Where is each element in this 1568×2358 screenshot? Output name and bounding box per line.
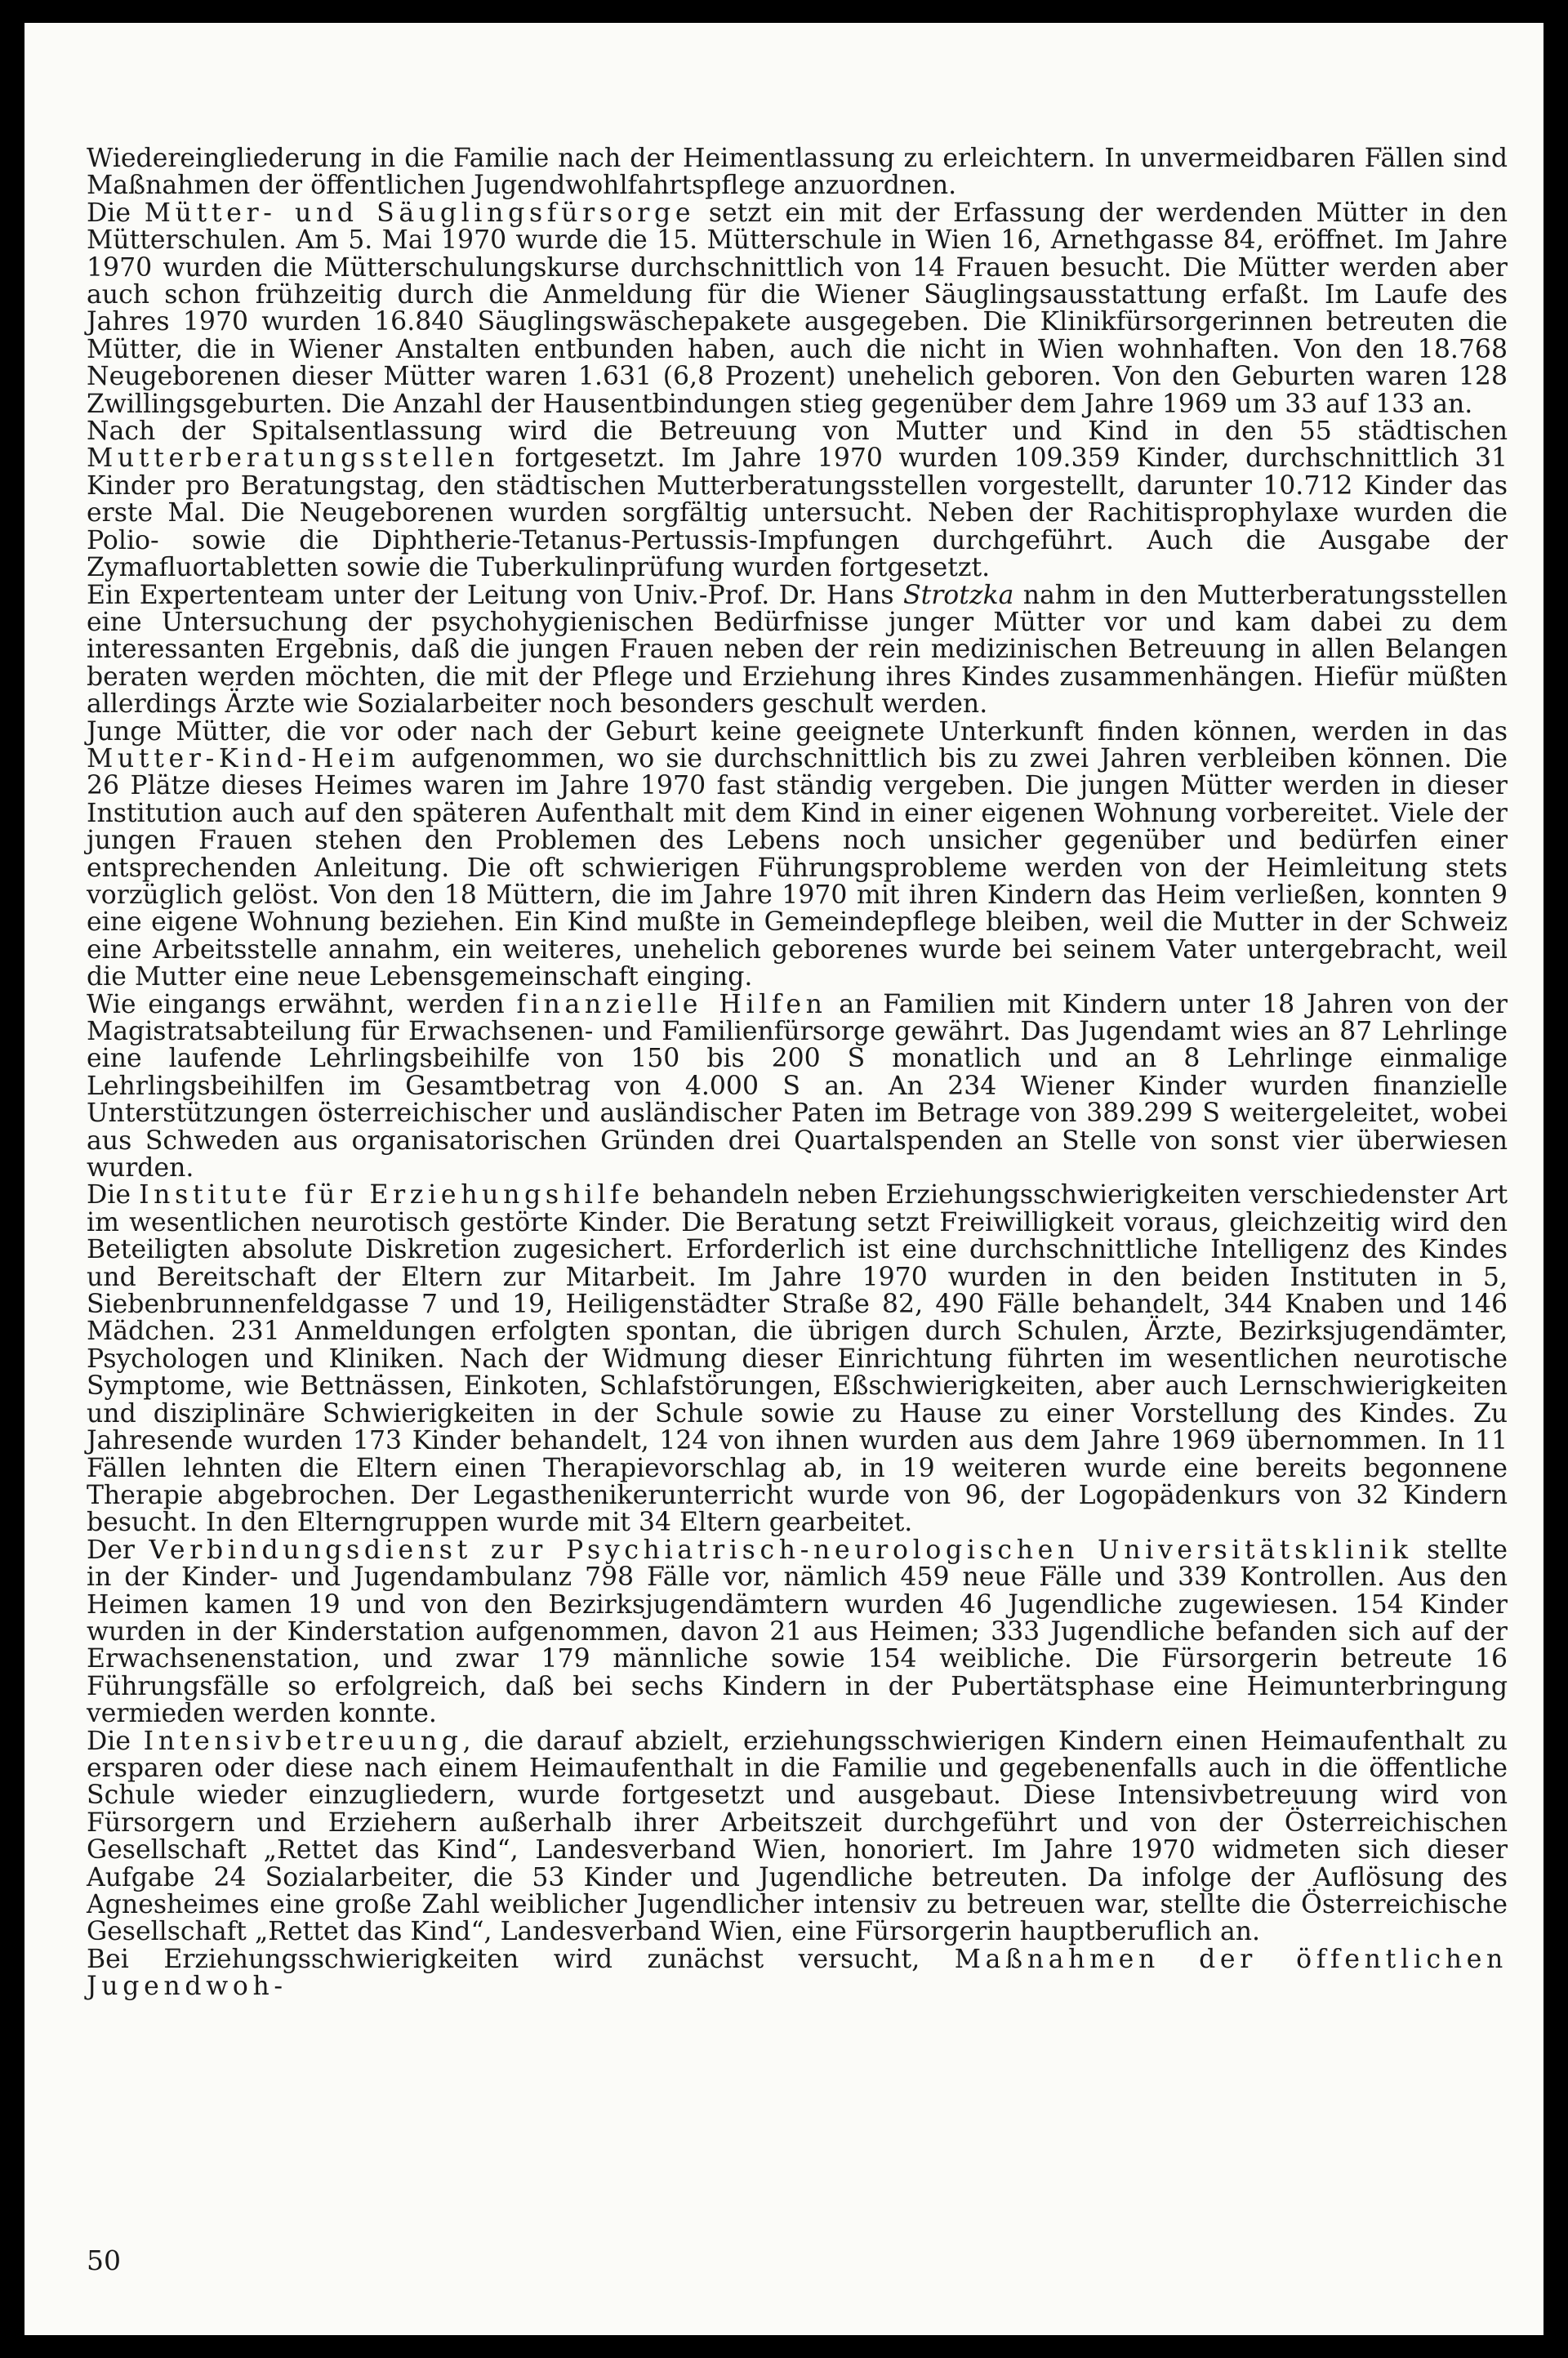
emphasized-term: Intensivbetreuung bbox=[143, 1726, 463, 1756]
paragraph bbox=[87, 1182, 1508, 1536]
paragraph bbox=[87, 716, 1508, 992]
paragraph bbox=[87, 200, 1508, 418]
paragraph bbox=[87, 145, 1508, 200]
italic-name: Strotzka bbox=[903, 580, 1014, 610]
paragraph bbox=[87, 1728, 1508, 1946]
text-run: setzt ein mit der Erfassung der werdenden Mütter in den Mütterschulen. Am 5. Mai 1970 wurde die 15. Mütterschule in Wien 16, Arnethgasse 84, eröffnet. Im Jahre 1970 wurden die Mütterschulungskurse durchschnittlich von 14 Frauen besucht. Die Mütter werden aber auch schon frühzeitig durch die Anmeldung für die Wiener Säuglingsausstattung erfaßt. Im Laufe des Jahres 1970 wurden 16.840 Säuglingswäschepakete ausgegeben. Die Klinikfürsorgerinnen betreuten die Mütter, die in Wiener Anstalten entbunden haben, auch die nicht in Wien wohnhaften. Von den 18.768 Neugeborenen dieser Mütter waren 1.631 (6,8 Prozent) unehelich geboren. Von den Geburten waren 128 Zwillingsgeburten. Die Anzahl der Hausentbindungen stieg gegenüber dem Jahre 1969 um 33 auf 133 an. bbox=[87, 198, 1508, 419]
paragraph bbox=[87, 1946, 1508, 2001]
text-run: an Familien mit Kindern unter 18 Jahren von der Magistratsabteilung für Erwachsenen- und Familienfürsorge gewährt. Das Jugendamt wies an 87 Lehrlinge eine laufende Lehrlingsbeihilfe von 150 bis 200 S monatlich und an 8 Lehrlinge einmalige Lehrlingsbeihilfen im Gesamtbetrag von 4.000 S an. An 234 Wiener Kinder wurden finanzielle Unterstützungen österreichischer und ausländischer Paten im Betrage von 389.299 S weitergeleitet, wobei aus Schweden aus organisatorischen Gründen drei Quartalspenden an Stelle von sonst vier überwiesen wurden. bbox=[87, 989, 1508, 1183]
text-run: , die darauf abzielt, erziehungsschwierigen Kindern einen Heimaufenthalt zu ersparen oder diese nach einem Heimaufenthalt in die Familie und gegebenenfalls auch in die öffentliche Schule wieder einzugliedern, wurde fortgesetzt und ausgebaut. Diese Intensivbetreuung wird von Fürsorgern und Erziehern außerhalb ihrer Arbeitszeit durchgeführt und von der Österreichischen Gesellschaft „Rettet das Kind“, Landesverband Wien, honoriert. Im Jahre 1970 widmeten sich dieser Aufgabe 24 Sozialarbeiter, die 53 Kinder und Jugendliche betreuten. Da infolge der Auflösung des Agnesheimes eine große Zahl weiblicher Jugendlicher intensiv zu betreuen war, stellte die Österreichische Gesellschaft „Rettet das Kind“, Landesverband Wien, eine Fürsorgerin hauptberuflich an. bbox=[87, 1726, 1508, 1947]
paragraph bbox=[87, 418, 1508, 582]
text-run: behandeln neben Erziehungsschwierigkeiten verschiedenster Art im wesentlichen neurotisch gestörte Kinder. Die Beratung setzt Freiwilligkeit voraus, gleichzeitig wird den Beteiligten absolute Diskretion zugesichert. Erforderlich ist eine durchschnittliche Intelligenz des Kindes und Bereitschaft der Eltern zur Mitarbeit. Im Jahre 1970 wurden in den beiden Instituten in 5, Siebenbrunnenfeldgasse 7 und 19, Heiligenstädter Straße 82, 490 Fälle behandelt, 344 Knaben und 146 Mädchen. 231 Anmeldungen erfolgten spontan, die übrigen durch Schulen, Ärzte, Bezirksjugendämter, Psychologen und Kliniken. Nach der Widmung dieser Einrichtung führten im wesentlichen neurotische Symptome, wie Bettnässen, Einkoten, Schlafstörungen, Eßschwierigkeiten, aber auch Lernschwierigkeiten und disziplinäre Schwierigkeiten in der Schule sowie zu Hause zu einer Vorstellung des Kindes. Zu Jahresende wurden 173 Kinder behandelt, 124 von ihnen wurden aus dem Jahre 1969 übernommen. In 11 Fällen lehnten die Eltern einen Therapievorschlag ab, in 19 weiteren wurde eine bereits begonnene Therapie abgebrochen. Der Legasthenikerunterricht wurde von 96, der Logopädenkurs von 32 Kindern besucht. In den Elterngruppen wurde mit 34 Eltern gearbeitet. bbox=[87, 1180, 1508, 1538]
text-run: Die bbox=[87, 198, 145, 228]
text-run: Der bbox=[87, 1535, 149, 1565]
text-run: Ein Expertenteam unter der Leitung von Univ.-Prof. Dr. Hans bbox=[87, 580, 903, 610]
emphasized-term: Institute für Erziehungshilfe bbox=[139, 1180, 644, 1210]
emphasized-term: Verbindungsdienst zur Psychiatrisch-neurologischen Universitätsklinik bbox=[149, 1535, 1413, 1565]
emphasized-term: Mütter- und Säuglingsfürsorge bbox=[144, 198, 696, 228]
emphasized-term: finanzielle Hilfen bbox=[516, 989, 827, 1019]
text-run: Die bbox=[87, 1180, 140, 1210]
document-page bbox=[24, 23, 1544, 2335]
text-run: aufgenommen, wo sie durchschnittlich bis zu zwei Jahren verbleiben können. Die 26 Plätze dieses Heimes waren im Jahre 1970 fast ständig vergeben. Die jungen Mütter werden in dieser Institution auch auf den späteren Aufenthalt mit dem Kind in einer eigenen Wohnung vorbereitet. Viele der jungen Frauen stehen den Problemen des Lebens noch unsicher gegenüber und bedürfen einer entsprechenden Anleitung. Die oft schwierigen Führungsprobleme werden von der Heimleitung stets vorzüglich gelöst. Von den 18 Müttern, die im Jahre 1970 mit ihren Kindern das Heim verließen, konnten 9 eine eigene Wohnung beziehen. Ein Kind mußte in Gemeindepflege bleiben, weil die Mutter in der Schweiz eine Arbeitsstelle annahm, ein weiteres, unehelich geborenes wurde bei seinem Vater untergebracht, weil die Mutter eine neue Lebensgemeinschaft einging. bbox=[87, 743, 1508, 992]
body-text bbox=[87, 145, 1508, 2001]
paragraph bbox=[87, 582, 1508, 719]
text-run: Nach der Spitalsentlassung wird die Betreuung von Mutter und Kind in den 55 städtischen bbox=[87, 417, 1508, 447]
text-run: Die bbox=[87, 1726, 144, 1756]
page-number: 50 bbox=[87, 2244, 121, 2276]
text-run: Wiedereingliederung in die Familie nach der Heimentlassung zu erleichtern. In unvermeidbaren Fällen sind Maßnahmen der öffentlichen Jugendwohlfahrtspflege anzuordnen. bbox=[87, 144, 1508, 201]
text-run: fortgesetzt. Im Jahre 1970 wurden 109.359 Kinder, durchschnittlich 31 Kinder pro Beratungstag, den städtischen Mutterberatungsstellen vorgestellt, darunter 10.712 Kinder das erste Mal. Die Neugeborenen wurden sorgfältig untersucht. Neben der Rachitisprophylaxe wurden die Polio- sowie die Diphtherie-Tetanus-Pertussis-Impfungen durchgeführt. Auch die Ausgabe der Zymafluortabletten sowie die Tuberkulinprüfung wurden fortgesetzt. bbox=[87, 444, 1508, 583]
paragraph bbox=[87, 1537, 1508, 1728]
text-run: nahm in den Mutterberatungsstellen eine Untersuchung der psychohygienischen Bedürfnisse junger Mütter vor und kam dabei zu dem interessanten Ergebnis, daß die jungen Frauen neben der rein medizinischen Betreuung in allen Belangen beraten werden möchten, die mit der Pflege und Erziehung ihres Kindes zusammenhängen. Hiefür müßten allerdings Ärzte wie Sozialarbeiter noch besonders geschult werden. bbox=[87, 580, 1508, 720]
emphasized-term: Maßnahmen der öffentlichen Jugendwoh- bbox=[87, 1944, 1508, 2002]
emphasized-term: Mutter-Kind-Heim bbox=[87, 743, 400, 773]
paragraph bbox=[87, 989, 1508, 1183]
text-run: Wie eingangs erwähnt, werden bbox=[87, 989, 517, 1019]
text-run: stellte in der Kinder- und Jugendambulanz 798 Fälle vor, nämlich 459 neue Fälle und 339 Kontrollen. Aus den Heimen kamen 19 und von den Bezirksjugendämtern wurden 46 Jugendliche zugewiesen. 154 Kinder wurden in der Kinderstation aufgenommen, davon 21 aus Heimen; 333 Jugendliche befanden sich auf der Erwachsenenstation, und zwar 179 männliche sowie 154 weibliche. Die Fürsorgerin betreute 16 Führungsfälle so erfolgreich, daß bei sechs Kindern in der Pubertätsphase eine Heimunterbringung vermieden werden konnte. bbox=[87, 1535, 1508, 1729]
emphasized-term: Mutterberatungsstellen bbox=[87, 444, 500, 474]
text-run: Bei Erziehungsschwierigkeiten wird zunächst versucht, bbox=[87, 1944, 955, 1974]
text-run: Junge Mütter, die vor oder nach der Geburt keine geeignete Unterkunft finden können, werden in das bbox=[87, 716, 1508, 747]
